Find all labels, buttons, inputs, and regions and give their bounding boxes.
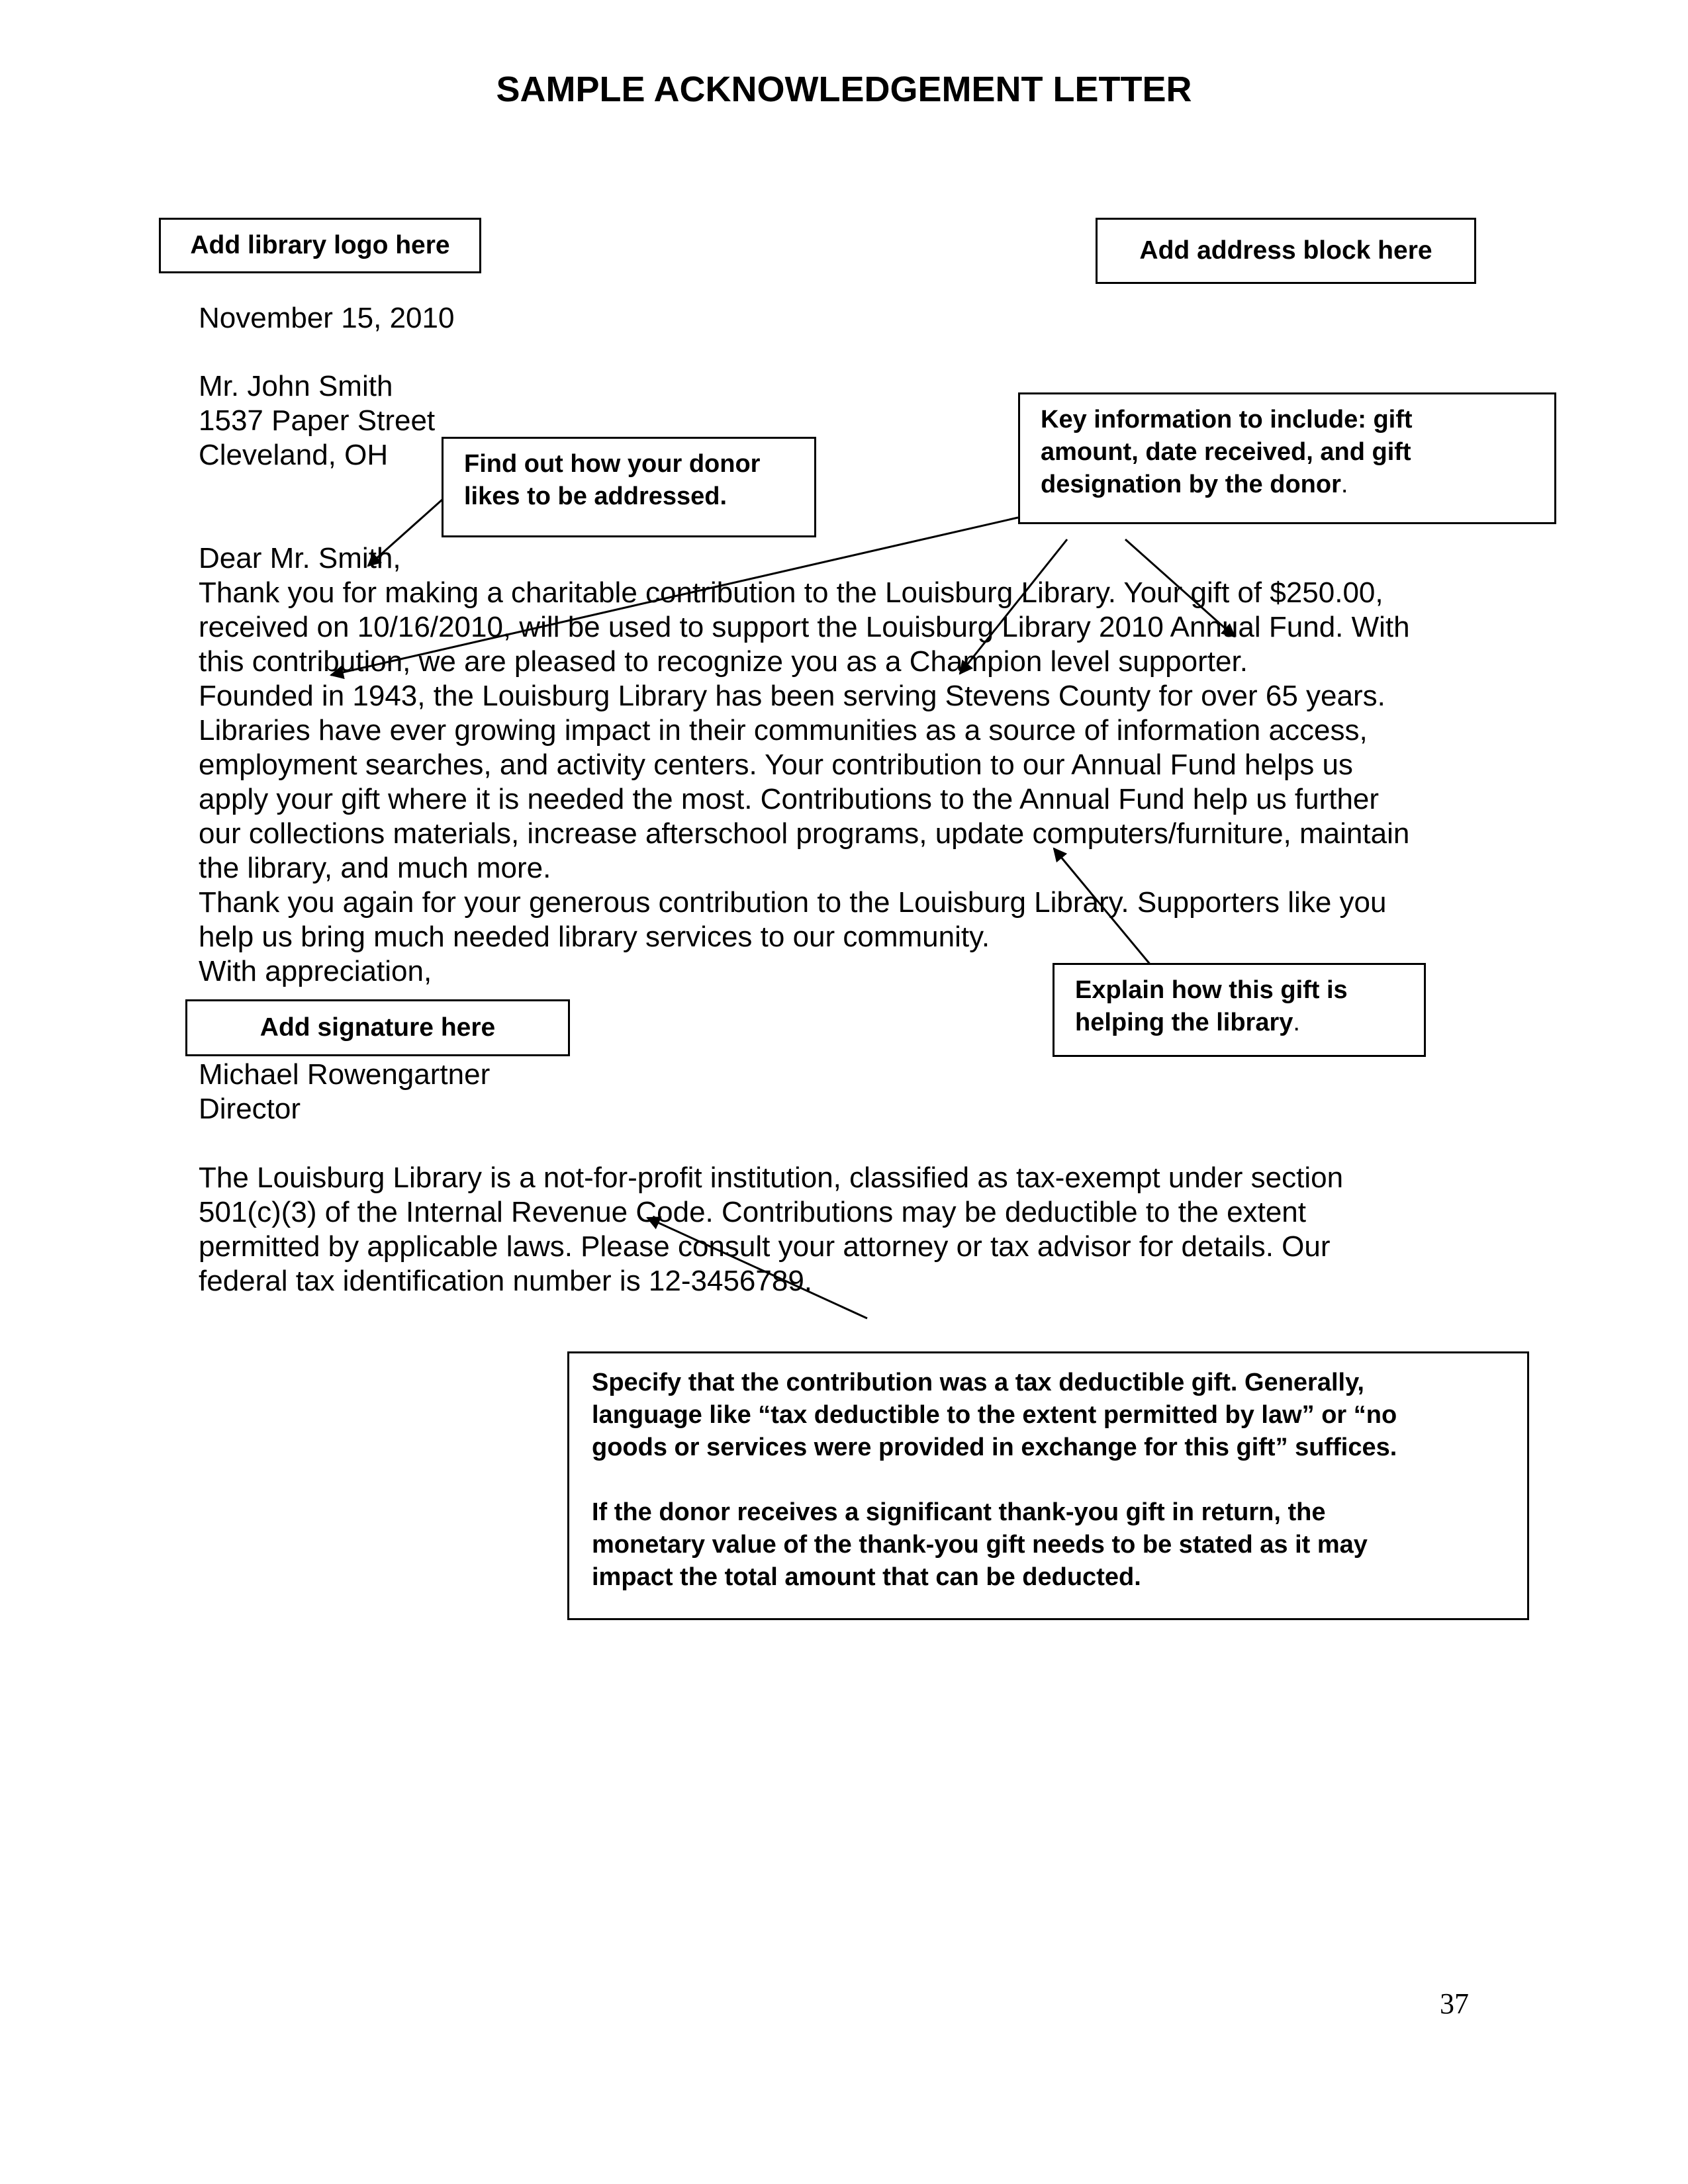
tax-note-line: If the donor receives a significant thank-you gift in return, the <box>592 1498 1326 1526</box>
tax-note-line: impact the total amount that can be deducted. <box>592 1563 1141 1591</box>
page-number: 37 <box>1440 1987 1469 2020</box>
tax-note-spacer <box>592 1464 1527 1496</box>
addressing-line: likes to be addressed. <box>464 482 727 510</box>
tax-paragraph-line: federal tax identification number is 12-3456789. <box>199 1265 813 1297</box>
tax-note-line: monetary value of the thank-you gift needs to be stated as it may <box>592 1531 1368 1559</box>
signer-name: Michael Rowengartner <box>199 1058 491 1091</box>
paragraph-2-line: our collections materials, increase afterschool programs, update computers/furniture, maintain <box>199 817 1410 850</box>
tax-paragraph-line: The Louisburg Library is a not-for-profit institution, classified as tax-exempt under section <box>199 1161 1344 1194</box>
tax-note-line: language like “tax deductible to the extent permitted by law” or “no <box>592 1401 1397 1429</box>
paragraph-1-line: this contribution, we are pleased to recognize you as a Champion level supporter. <box>199 645 1248 678</box>
key-info-callout <box>1018 392 1556 524</box>
paragraph-1-line: Thank you for making a charitable contribution to the Louisburg Library. Your gift of $250.00, <box>199 576 1383 609</box>
paragraph-1-line: received on 10/16/2010, will be used to support the Louisburg Library 2010 Annual Fund. With <box>199 611 1410 643</box>
addressing-callout <box>442 437 816 537</box>
key-info-period: . <box>1340 471 1348 498</box>
closing: With appreciation, <box>199 955 432 987</box>
salutation: Dear Mr. Smith, <box>199 542 401 574</box>
paragraph-2-line: Founded in 1943, the Louisburg Library has been serving Stevens County for over 65 years. <box>199 680 1385 712</box>
explain-line: helping the library <box>1075 1009 1293 1036</box>
tax-note-line: Specify that the contribution was a tax deductible gift. Generally, <box>592 1369 1364 1396</box>
tax-note-line: goods or services were provided in exchange for this gift” suffices. <box>592 1433 1397 1461</box>
logo-placeholder-text: Add library logo here <box>190 231 450 259</box>
paragraph-3-line: help us bring much needed library services to our community. <box>199 921 990 953</box>
explain-line: Explain how this gift is <box>1075 976 1348 1004</box>
tax-deductible-callout <box>567 1351 1529 1620</box>
letter-date: November 15, 2010 <box>199 302 455 334</box>
signer-title: Director <box>199 1093 301 1125</box>
tax-paragraph-line: 501(c)(3) of the Internal Revenue Code. Contributions may be deductible to the extent <box>199 1196 1306 1228</box>
paragraph-2-line: apply your gift where it is needed the most. Contributions to the Annual Fund help us further <box>199 783 1380 815</box>
paragraph-2-line: the library, and much more. <box>199 852 551 884</box>
explain-gift-callout <box>1053 963 1426 1057</box>
recipient-name: Mr. John Smith <box>199 370 393 402</box>
addressing-line: Find out how your donor <box>464 450 761 478</box>
key-info-line: amount, date received, and gift <box>1041 438 1411 466</box>
signature-placeholder-callout <box>185 999 570 1056</box>
key-info-line: Key information to include: gift <box>1041 406 1413 433</box>
explain-period: . <box>1293 1009 1300 1036</box>
paragraph-2-line: employment searches, and activity centers. Your contribution to our Annual Fund helps us <box>199 749 1353 781</box>
signature-placeholder-text: Add signature here <box>259 1013 496 1042</box>
paragraph-3-line: Thank you again for your generous contribution to the Louisburg Library. Supporters like you <box>199 886 1387 919</box>
page-title: SAMPLE ACKNOWLEDGEMENT LETTER <box>496 69 1192 109</box>
logo-placeholder-callout <box>159 218 481 273</box>
recipient-street: 1537 Paper Street <box>199 404 436 437</box>
paragraph-2-line: Libraries have ever growing impact in their communities as a source of information access, <box>199 714 1368 747</box>
key-info-line: designation by the donor <box>1041 471 1341 498</box>
address-block-callout <box>1096 218 1476 284</box>
tax-paragraph-line: permitted by applicable laws. Please consult your attorney or tax advisor for details. Our <box>199 1230 1331 1263</box>
recipient-city: Cleveland, OH <box>199 439 389 471</box>
address-block-text: Add address block here <box>1139 236 1432 265</box>
